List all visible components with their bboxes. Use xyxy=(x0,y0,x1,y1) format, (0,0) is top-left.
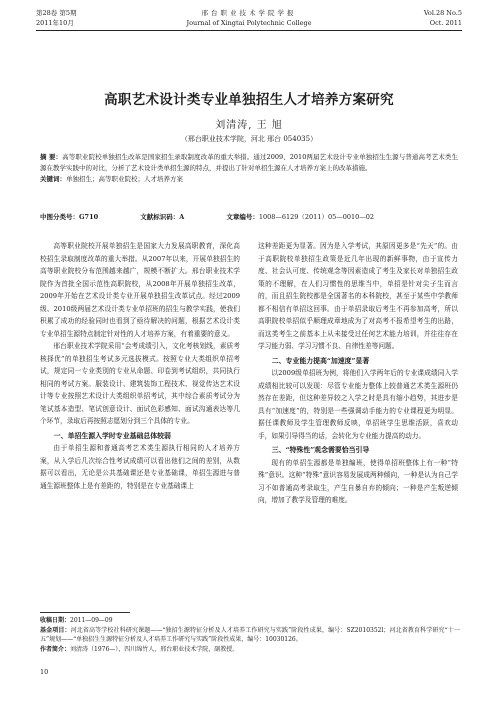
fund-info xyxy=(40,626,460,645)
keywords-text: 单独招生；高等职业院校；人才培养方案 xyxy=(66,175,183,183)
journal-volume-en xyxy=(424,8,462,28)
issue-date-en: Oct. 2011 xyxy=(429,19,462,27)
keywords-label: 关键词： xyxy=(40,175,66,183)
issue-date-cn: 2011年10月 xyxy=(36,19,74,27)
header-rule xyxy=(36,30,462,31)
abstract-block xyxy=(40,152,458,185)
volume-issue: 第28卷 第5期 xyxy=(36,9,77,17)
paragraph: 以2009级单招班为例，将他们入学两年后的专业课成绩同入学成绩相比较可以发现：尽管专业能力整体上较普通艺术类生源班仍然存在差距，但这种差异较之入学之时是具有缩小趋势，其进步是具有“加速度”的，特别是一些强调动手能力的专业课程更为明显。据任课教师及学生管理教师反映，单招班学生思维活跃，喜欢动手，如果引导得当的话，会转化为专业能力提高的动力。 xyxy=(258,369,458,440)
article-number-field xyxy=(226,212,414,222)
article-number-label: 文章编号： xyxy=(226,213,259,221)
abstract-text: 高等职业院校单独招生改革是国家招生录取制度改革的重大举措。通过2009、2010两届艺术设计专业单独招生生源与普通高考艺术类生源在教学实践中的对比，分析了艺术设计类单招生源的特点，并提出了针对单招生源在人才培养方案上的改革措施。 xyxy=(40,153,458,172)
clc-value: G710 xyxy=(79,213,99,221)
clc-field xyxy=(40,212,98,222)
author-bio xyxy=(40,645,460,655)
article-number-value: 1008—6129（2011）05—0010—02 xyxy=(258,213,375,221)
paragraph: 由于单招生源和普通高考艺术类生源执行相同的人才培养方案，从入学后几次综合性考试成绩可以看出他们之间的差别，从数据可以看出，无论是公共基础课还是专业基础课，单招生源进与普通生源班整体上是有差距的，特别是在专业基础课上 xyxy=(40,444,240,490)
footnote-rule xyxy=(40,612,130,613)
volume-issue-en: Vol.28 No.5 xyxy=(423,9,462,17)
doc-code-label: 文献标识码： xyxy=(140,213,180,221)
article-title: 高职艺术设计类专业单独招生人才培养方案研究 xyxy=(104,92,394,108)
received-date xyxy=(40,616,460,626)
running-header xyxy=(36,8,462,32)
doc-code-value: A xyxy=(179,213,185,221)
paragraph: 高等职业院校开展单独招生是国家大力发展高职教育，深化高校招生录取制度改革的重大举措。从2007年以来，开展单独招生的高等职业院校分布范围越来越广，规模不断扩大。邢台职业技术学院作为首批全国示范性高职院校，从2008年开展单独招生改革，2009年开始在艺术设计类专业开展单独招生改革试点。经过2009级、2010级两届艺术设计类专业单招班的招生与教学实践，使我们积累了成功的经验同时也看到了亟待解决的问题，根据艺术设计类专业单招生源特点制定针对性的人才培养方案，有着重要的意义。 xyxy=(40,242,240,338)
received-label: 收稿日期： xyxy=(40,617,71,624)
journal-name-cn: 邢台职业技术学院学报 xyxy=(201,9,297,17)
body-column-left xyxy=(40,240,240,492)
paragraph: 这种差距更为显著。因为是入学考试，其原因更多是“先天”的。由于高职院校单独招生政策是近几年出现的新鲜事物，由于宣传力度、社会认可度、传统观念等因素造成了考生及家长对单独招生政策的不理解，在人们习惯性的思维当中，单招是针对尖子生而言的，而且招生院校都是全国著名的本科院校，甚至于某些中学教师都不相信有单招这回事。由于单招录取后考生不再参加高考，所以高职院校单招似乎顺理成章地成为了对高考不报希望考生的出路，而这类考生之前基本上从未接受过任何艺术能力培训，并往往存在学习能力弱、学习习惯不良、自律性差等问题。 xyxy=(258,242,458,350)
doc-code-field xyxy=(140,212,184,222)
author-bio-label: 作者简介： xyxy=(40,645,71,653)
classification-line xyxy=(40,212,458,222)
author-affiliation: （邢台职业技术学院，河北 邢台 054035） xyxy=(180,135,318,143)
section-heading: 二、专业能力提高“加速度”显著 xyxy=(271,356,370,365)
body-column-right xyxy=(258,240,458,507)
section-heading: 一、单招生源入学时专业基础总体较弱 xyxy=(53,431,171,440)
fund-label: 基金项目： xyxy=(40,626,71,634)
paragraph: 邢台职业技术学院采用“会考成绩引入，文化考核划线，素质考核择优”的单独招生考试多元选拔模式。按照专业大类组织单招考试，规定同一专业类别的专业从命题、印卷到考试组织，共同执行相同的考试方案。服装设计、建筑装饰工程技术、视觉传达艺术设计等专业按照艺术设计大类组织单招考试，其中综合素质考试分为笔试基本造型、笔试创意设计、面试色彩感知、面试沟通表达等几个环节，录取后再按照志愿划分到三个具体的专业。 xyxy=(40,342,240,425)
journal-name-en: Journal of Xingtai Polytechnic College xyxy=(186,19,312,27)
page-number: 10 xyxy=(40,668,49,676)
abstract-label: 摘 要： xyxy=(40,153,63,161)
paragraph: 现有的单招生源都是单独编班，使得单招班整体上有一种“特殊”意识。这种“特殊”意识容易发展成两种倾向，一种是认为自己学习不如普通高考录取生，产生自暴自弃的倾向；一种是产生叛逆倾向，增加了教学及管理的难度。 xyxy=(258,458,458,504)
section-heading: 三、“特殊性”观念需要恰当引导 xyxy=(271,446,370,454)
author-bio-value: 刘清涛（1976—），四川绵竹人，邢台职业技术学院，副教授。 xyxy=(70,645,239,653)
article-authors: 刘清涛, 王 旭 xyxy=(215,120,283,131)
journal-name xyxy=(36,8,462,28)
clc-label: 中图分类号： xyxy=(40,213,79,221)
footnote-block xyxy=(40,616,460,654)
received-value: 2011—09—09 xyxy=(70,617,113,624)
fund-value: 河北省高等学校社科研究课题——“独招生源特征分析及人才培养工作研究与实践”阶段性成果，编号：SZ2010352l；河北省教育科学研究“十一五”规划——“单独招生生源特征分析及人才培养工作研究与实践”阶段性成果，编号：10030126。 xyxy=(40,626,460,643)
